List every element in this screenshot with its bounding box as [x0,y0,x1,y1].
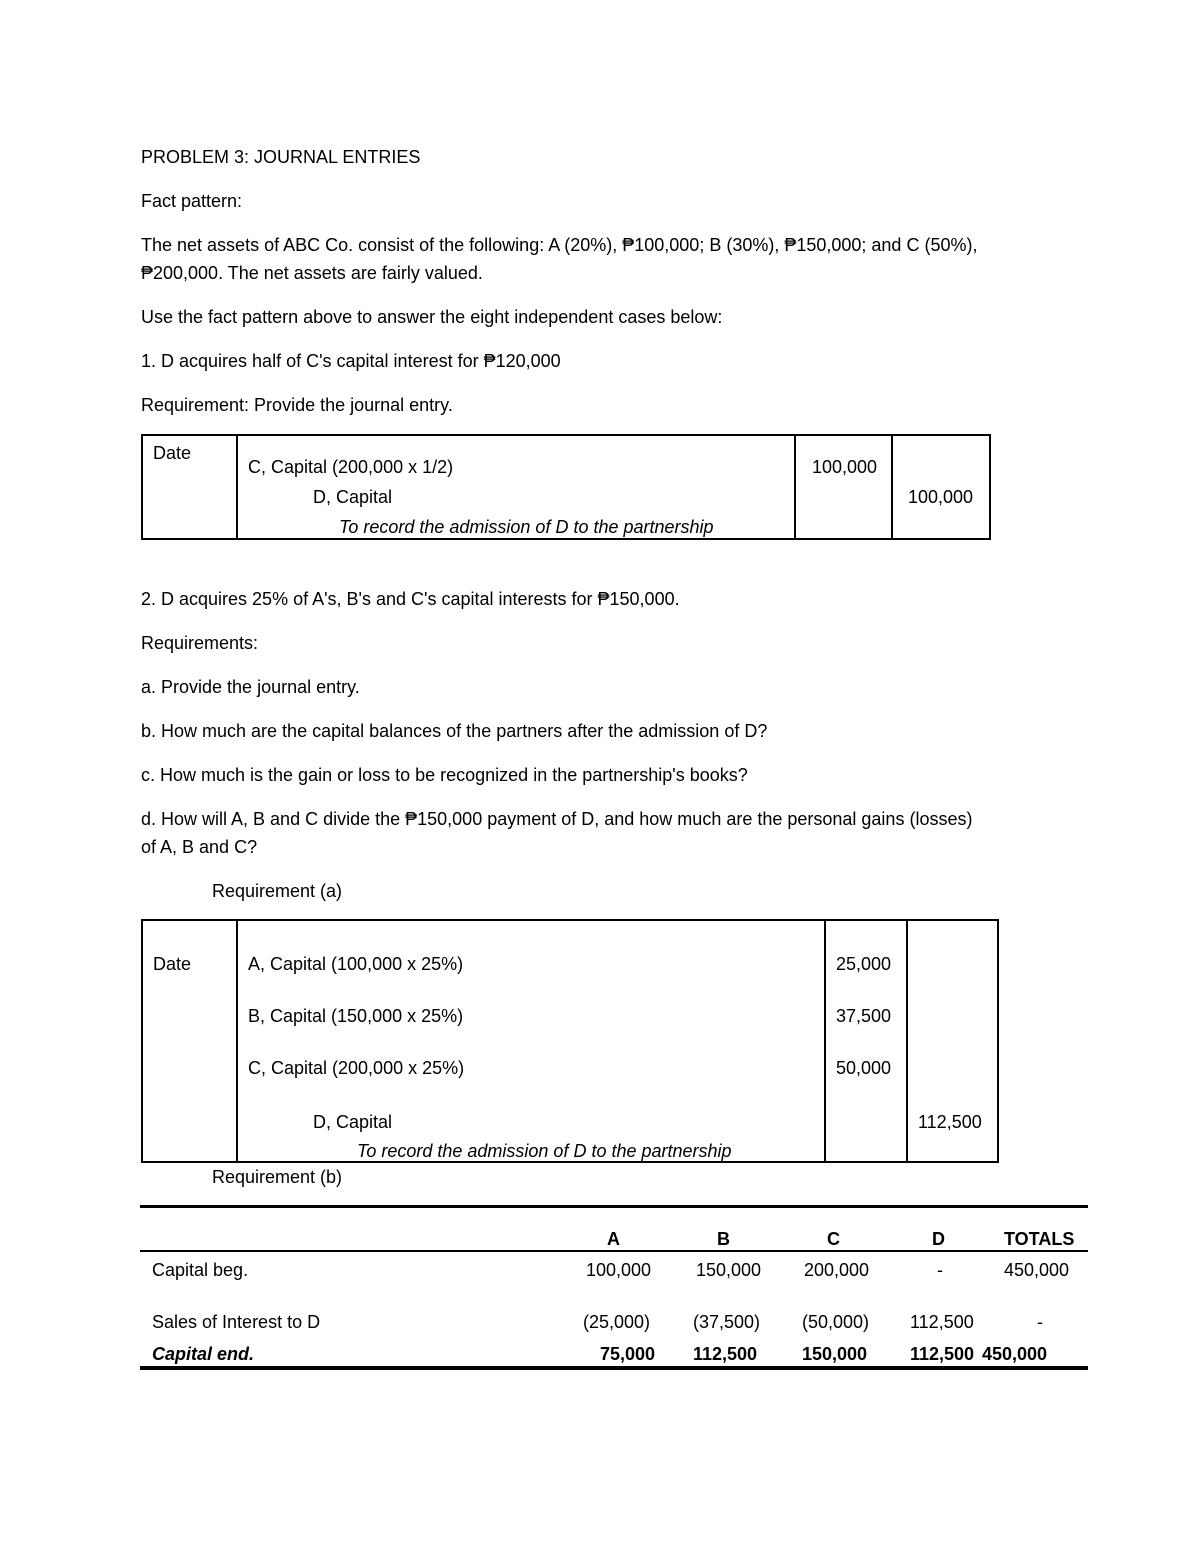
je2-debit-account-b: B, Capital (150,000 x 25%) [248,1006,464,1026]
je2-debit-amount-c: 50,000 [836,1058,892,1078]
row-label-sales-of-interest: Sales of Interest to D [152,1312,321,1332]
row-label-capital-beg: Capital beg. [152,1260,249,1280]
cell: - [937,1260,943,1280]
je1-date: Date [153,443,192,463]
cell: 112,500 [910,1312,974,1332]
case-2-req-d-line-1: d. How will A, B and C divide the ₱150,000 payment of D, and how much are the personal gains (losses) [141,809,973,829]
fact-pattern-line-1: The net assets of ABC Co. consist of the following: A (20%), ₱100,000; B (30%), ₱150,000; and C (50%), [141,235,978,255]
instruction-text: Use the fact pattern above to answer the eight independent cases below: [141,307,723,327]
case-2-req-c: c. How much is the gain or loss to be recognized in the partnership's books? [141,765,748,785]
case-1-heading: 1. D acquires half of C's capital interest for ₱120,000 [141,351,561,371]
table-top-rule [140,1205,1088,1208]
page-title: PROBLEM 3: JOURNAL ENTRIES [141,147,421,167]
header-d: D [932,1229,945,1249]
je2-debit-account-c: C, Capital (200,000 x 25%) [248,1058,465,1078]
cell: 450,000 [1004,1260,1070,1280]
row-label-capital-end: Capital end. [152,1344,255,1364]
cell: 75,000 [600,1344,656,1364]
je1-debit-amount: 100,000 [812,457,878,477]
fact-pattern-label: Fact pattern: [141,191,243,211]
je1-credit-account: D, Capital [313,487,393,507]
journal-entry-table-1 [141,434,991,540]
header-a: A [607,1229,620,1249]
case-2-req-b: b. How much are the capital balances of the partners after the admission of D? [141,721,768,741]
case-2-requirements-label: Requirements: [141,633,259,653]
cell: 112,500 [693,1344,758,1364]
requirement-a-label: Requirement (a) [212,881,343,901]
je2-debit-account-a: A, Capital (100,000 x 25%) [248,954,464,974]
table-row [140,1258,1088,1282]
cell: 100,000 [586,1260,652,1280]
je2-debit-amount-a: 25,000 [836,954,892,974]
cell: (37,500) [693,1312,761,1332]
table-header-row [140,1227,1088,1251]
cell: (50,000) [802,1312,870,1332]
journal-entry-table-2 [141,919,999,1163]
table-row [140,1310,1088,1334]
cell: - [1037,1312,1043,1332]
header-totals: TOTALS [1004,1229,1075,1249]
je2-narration: To record the admission of D to the partnership [357,1141,732,1161]
header-c: C [827,1229,840,1249]
case-2-heading: 2. D acquires 25% of A's, B's and C's capital interests for ₱150,000. [141,589,680,609]
je1-debit-account: C, Capital (200,000 x 1/2) [248,457,454,477]
cell: 200,000 [804,1260,870,1280]
cell: (25,000) [583,1312,651,1332]
case-2-req-d-line-2: of A, B and C? [141,837,258,857]
table-bottom-rule [140,1366,1088,1370]
je2-debit-amount-b: 37,500 [836,1006,892,1026]
requirement-b-label: Requirement (b) [212,1167,343,1187]
je2-credit-amount: 112,500 [918,1112,982,1132]
je1-narration: To record the admission of D to the partnership [339,517,714,537]
je2-date: Date [153,954,192,974]
case-2-req-a: a. Provide the journal entry. [141,677,360,697]
table-row [140,1342,1088,1366]
case-1-requirement: Requirement: Provide the journal entry. [141,395,453,415]
cell: 112,500 [910,1344,975,1364]
fact-pattern-line-2: ₱200,000. The net assets are fairly valued. [141,263,483,283]
header-b: B [717,1229,730,1249]
je1-credit-amount: 100,000 [908,487,974,507]
cell: 450,000 [982,1344,1048,1364]
cell: 150,000 [696,1260,762,1280]
cell: 150,000 [802,1344,868,1364]
je2-credit-account: D, Capital [313,1112,393,1132]
